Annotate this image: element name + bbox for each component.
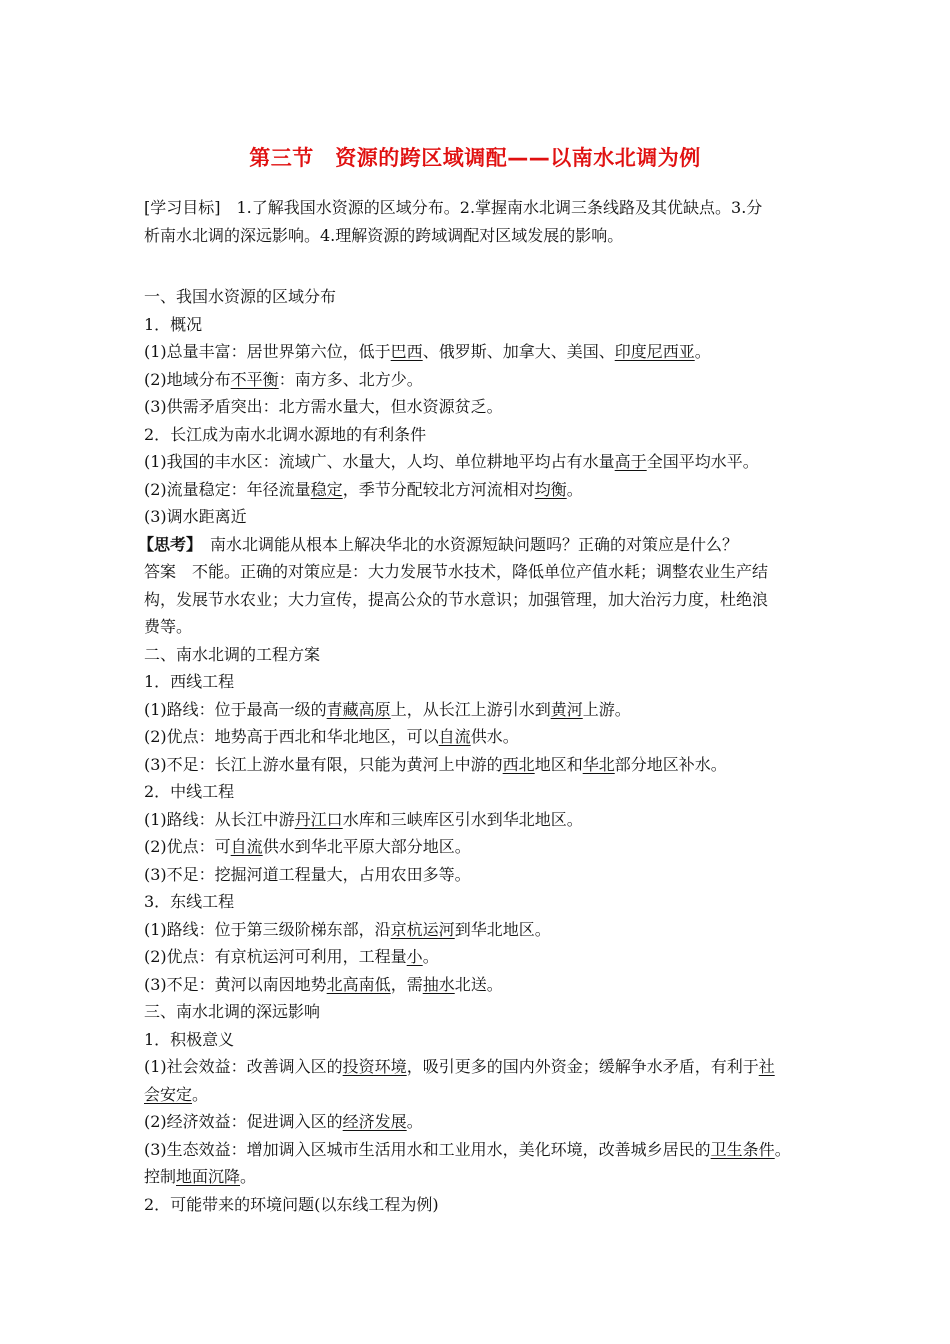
text-line (144, 1163, 809, 1191)
text-line (144, 971, 809, 999)
answer-blank: 京杭运河 (390, 919, 455, 939)
text-segment: ：南方多、北方少。 (278, 369, 423, 389)
page-title: 第三节 资源的跨区域调配——以南水北调为例 (249, 146, 701, 170)
answer-blank: 地面沉降 (176, 1167, 241, 1186)
answer-blank: 巴西 (390, 342, 423, 361)
text-segment: (2)优点：有京杭运河可利用，工程量 (144, 947, 407, 966)
text-segment: 。 (422, 947, 439, 966)
answer-blank: 会安定 (144, 1084, 193, 1104)
text-segment: 、俄罗斯、加拿大、美国、 (422, 342, 615, 361)
answer-blank: 印度尼西亚 (614, 342, 695, 361)
text-segment: 北送。 (454, 974, 503, 994)
answer-blank: 自流 (438, 727, 471, 746)
text-line (144, 723, 809, 751)
text-segment: (1)路线：位于最高一级的 (144, 699, 327, 719)
answer-blank: 北高南低 (326, 974, 391, 994)
text-segment: (2)经济效益：促进调入区的 (144, 1112, 343, 1131)
text-line (144, 943, 809, 971)
answer-blank: 经济发展 (342, 1112, 407, 1131)
sub-heading: 2．中线工程 (144, 782, 235, 801)
answer-blank: 社 (758, 1057, 775, 1076)
objectives-text: 析南水北调的深远影响。4.理解资源的跨域调配对区域发展的影响。 (144, 225, 624, 245)
answer-blank: 高于 (614, 452, 647, 471)
text-segment: 南水北调能从根本上解决华北的水资源短缺问题吗？正确的对策应是什么？ (194, 534, 739, 554)
answer-blank: 投资环境 (342, 1057, 407, 1076)
text-segment: (3)生态效益：增加调入区城市生活用水和工业用水，美化环境，改善城乡居民的 (144, 1139, 711, 1159)
sub-heading: 1．积极意义 (144, 1029, 235, 1049)
think-question (138, 531, 809, 559)
answer-line: 答案 不能。正确的对策应是：大力发展节水技术，降低单位产值水耗；调整农业生产结 (144, 562, 769, 581)
text-segment: (3)不足：黄河以南因地势 (144, 974, 327, 994)
text-line (144, 916, 809, 944)
text-segment: (2)优点：可 (144, 837, 231, 856)
learning-objectives-line (144, 194, 809, 222)
answer-blank: 华北 (582, 754, 615, 774)
text-line (144, 833, 809, 861)
objectives-tag: [学习目标] (144, 198, 221, 217)
text-line (144, 448, 809, 476)
sub-heading: 3．东线工程 (144, 892, 235, 911)
text-segment: ，吸引更多的国内外资金；缓解争水矛盾，有利于 (406, 1057, 759, 1076)
text-segment: 。 (566, 479, 583, 499)
text-line (144, 1053, 809, 1081)
answer-blank: 自流 (230, 837, 263, 856)
text-segment: (1)路线：从长江中游 (144, 809, 295, 829)
text-line (144, 696, 809, 724)
learning-objectives-line (144, 222, 809, 250)
think-tag: 【思考】 (138, 534, 195, 554)
text-line (144, 806, 809, 834)
sub-heading: 2．可能带来的环境问题(以东线工程为例) (144, 1194, 439, 1214)
text-line: (3)调水距离近 (144, 507, 247, 526)
document-body (138, 194, 809, 1218)
answer-blank: 抽水 (422, 974, 455, 994)
answer-line: 费等。 (144, 617, 193, 636)
text-line (144, 338, 809, 366)
text-segment: 。 (192, 1084, 209, 1104)
text-line (144, 1081, 809, 1109)
text-line (144, 366, 809, 394)
text-line (144, 476, 809, 504)
text-segment: ，需 (390, 974, 423, 994)
text-segment: 控制 (144, 1167, 177, 1186)
sub-heading: 1．概况 (144, 314, 203, 334)
answer-line: 构，发展节水农业；大力宣传，提高公众的节水意识；加强管理，加大治污力度，杜绝浪 (144, 589, 769, 609)
text-segment: 部分地区补水。 (614, 754, 727, 774)
answer-blank: 小 (406, 947, 423, 966)
text-segment: (1)社会效益：改善调入区的 (144, 1057, 343, 1076)
text-segment: 。 (694, 342, 711, 361)
text-segment: 供水到华北平原大部分地区。 (262, 837, 471, 856)
text-segment: (1)路线：位于第三级阶梯东部，沿 (144, 919, 391, 939)
text-segment: 。 (406, 1112, 423, 1131)
text-segment: (3)不足：长江上游水量有限，只能为黄河上中游的 (144, 754, 503, 774)
text-segment: 到华北地区。 (454, 919, 551, 939)
answer-blank: 黄河 (550, 699, 583, 719)
section-heading: 三、南水北调的深远影响 (144, 1002, 321, 1021)
text-segment: 上，从长江上游引水到 (390, 699, 551, 719)
text-segment: 。 (774, 1139, 791, 1159)
answer-blank: 丹江口 (294, 809, 343, 829)
text-segment: (1)总量丰富：居世界第六位，低于 (144, 342, 391, 361)
text-line: (3)不足：挖掘河道工程量大，占用农田多等。 (144, 864, 471, 884)
answer-blank: 卫生条件 (710, 1139, 775, 1159)
text-segment: ，季节分配较北方河流相对 (342, 479, 535, 499)
text-line (144, 751, 809, 779)
answer-blank: 西北 (502, 754, 535, 774)
text-line (144, 1136, 809, 1164)
text-line: (3)供需矛盾突出：北方需水量大，但水资源贫乏。 (144, 397, 503, 416)
text-segment: 全国平均水平。 (646, 452, 759, 471)
objectives-text: 1.了解我国水资源的区域分布。2.掌握南水北调三条线路及其优缺点。3.分 (220, 198, 763, 217)
sub-heading: 2．长江成为南水北调水源地的有利条件 (144, 424, 427, 444)
answer-blank: 均衡 (534, 479, 567, 499)
text-segment: (2)优点：地势高于西北和华北地区，可以 (144, 727, 439, 746)
answer-blank: 不平衡 (230, 369, 279, 389)
section-heading: 二、南水北调的工程方案 (144, 644, 321, 664)
text-segment: 地区和 (534, 754, 583, 774)
text-segment: 供水。 (470, 727, 519, 746)
section-heading: 一、我国水资源的区域分布 (144, 287, 337, 306)
answer-blank: 稳定 (310, 479, 343, 499)
answer-blank: 青藏高原 (326, 699, 391, 719)
text-segment: (1)我国的丰水区：流域广、水量大，人均、单位耕地平均占有水量 (144, 452, 615, 471)
text-segment: (2)流量稳定：年径流量 (144, 479, 311, 499)
text-segment: 水库和三峡库区引水到华北地区。 (342, 809, 583, 829)
text-line (144, 1108, 809, 1136)
text-segment: (2)地域分布 (144, 369, 231, 389)
sub-heading: 1．西线工程 (144, 672, 235, 691)
text-segment: 上游。 (582, 699, 631, 719)
text-segment: 。 (240, 1167, 257, 1186)
